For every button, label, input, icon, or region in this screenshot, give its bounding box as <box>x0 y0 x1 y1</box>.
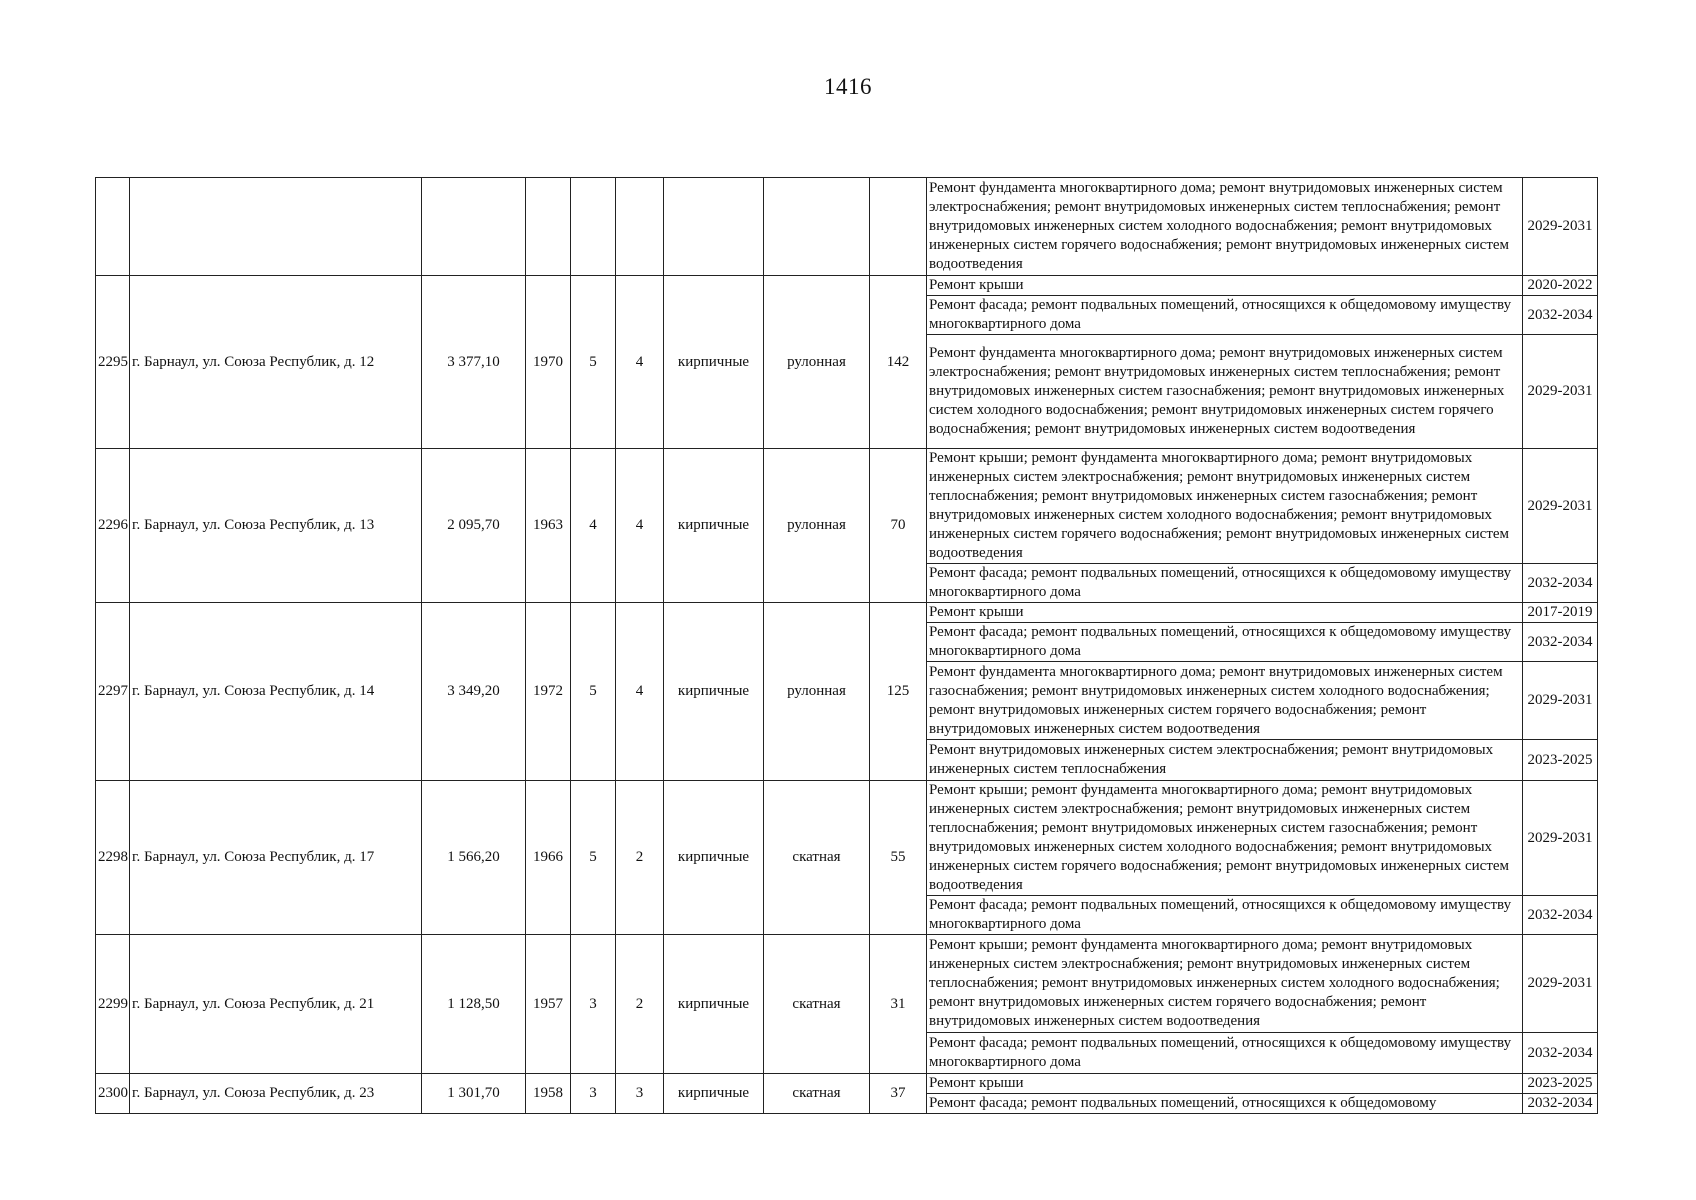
building-year: 1966 <box>526 781 571 935</box>
building-address: г. Барнаул, ул. Союза Республик, д. 23 <box>130 1074 422 1114</box>
building-entrances: 4 <box>616 276 664 449</box>
residents-count: 37 <box>870 1074 927 1114</box>
roof-type: рулонная <box>764 276 870 449</box>
work-period: 2023-2025 <box>1523 1074 1598 1094</box>
building-entrances: 2 <box>616 935 664 1074</box>
housing-register-table <box>95 177 1598 1114</box>
work-description: Ремонт внутридомовых инженерных систем электроснабжения; ремонт внутридомовых инженерных систем теплоснабжения <box>927 740 1523 781</box>
residents-count: 70 <box>870 449 927 603</box>
building-area-empty <box>422 178 526 276</box>
work-period: 2029-2031 <box>1523 935 1598 1033</box>
wall-material: кирпичные <box>664 935 764 1074</box>
work-period: 2032-2034 <box>1523 1033 1598 1074</box>
work-description: Ремонт крыши <box>927 1074 1523 1094</box>
building-year-empty <box>526 178 571 276</box>
building-floors: 5 <box>571 276 616 449</box>
building-area: 1 566,20 <box>422 781 526 935</box>
building-floors: 5 <box>571 781 616 935</box>
work-description: Ремонт крыши; ремонт фундамента многоквартирного дома; ремонт внутридомовых инженерных систем электроснабжения; ремонт внутридомовых инженерных систем теплоснабжения; ремонт внутридомовых инженерных систем холодного водоснабжения; ремонт внутридомовых инженерных систем горячего водоснабжения; ремонт внутридомовых инженерных систем водоотведения <box>927 935 1523 1033</box>
building-number: 2295 <box>96 276 130 449</box>
work-description: Ремонт фундамента многоквартирного дома; ремонт внутридомовых инженерных систем электроснабжения; ремонт внутридомовых инженерных систем теплоснабжения; ремонт внутридомовых инженерных систем газоснабжения; ремонт внутридомовых инженерных систем холодного водоснабжения; ремонт внутридомовых инженерных систем горячего водоснабжения; ремонт внутридомовых инженерных систем водоотведения <box>927 335 1523 449</box>
building-number: 2297 <box>96 603 130 781</box>
wall-material: кирпичные <box>664 603 764 781</box>
wall-material: кирпичные <box>664 781 764 935</box>
building-address: г. Барнаул, ул. Союза Республик, д. 12 <box>130 276 422 449</box>
work-period: 2032-2034 <box>1523 296 1598 335</box>
work-description: Ремонт фасада; ремонт подвальных помещений, относящихся к общедомовому имуществу многоквартирного дома <box>927 896 1523 935</box>
building-entrances-empty <box>616 178 664 276</box>
building-area: 3 349,20 <box>422 603 526 781</box>
building-number: 2296 <box>96 449 130 603</box>
table-row <box>96 781 1598 896</box>
table-row <box>96 603 1598 623</box>
building-floors-empty <box>571 178 616 276</box>
building-entrances: 2 <box>616 781 664 935</box>
building-floors: 3 <box>571 935 616 1074</box>
work-period: 2029-2031 <box>1523 178 1598 276</box>
building-year: 1963 <box>526 449 571 603</box>
building-area: 2 095,70 <box>422 449 526 603</box>
work-description: Ремонт фундамента многоквартирного дома; ремонт внутридомовых инженерных систем газоснабжения; ремонт внутридомовых инженерных систем холодного водоснабжения; ремонт внутридомовых инженерных систем горячего водоснабжения; ремонт внутридомовых инженерных систем водоотведения <box>927 662 1523 740</box>
building-address: г. Барнаул, ул. Союза Республик, д. 21 <box>130 935 422 1074</box>
roof-type: рулонная <box>764 449 870 603</box>
work-period: 2017-2019 <box>1523 603 1598 623</box>
work-period: 2023-2025 <box>1523 740 1598 781</box>
building-entrances: 3 <box>616 1074 664 1114</box>
residents-count: 55 <box>870 781 927 935</box>
work-description: Ремонт фасада; ремонт подвальных помещений, относящихся к общедомовому имуществу многоквартирного дома <box>927 1033 1523 1074</box>
building-address: г. Барнаул, ул. Союза Республик, д. 13 <box>130 449 422 603</box>
building-year: 1970 <box>526 276 571 449</box>
work-period: 2020-2022 <box>1523 276 1598 296</box>
work-description: Ремонт крыши; ремонт фундамента многоквартирного дома; ремонт внутридомовых инженерных систем электроснабжения; ремонт внутридомовых инженерных систем теплоснабжения; ремонт внутридомовых инженерных систем газоснабжения; ремонт внутридомовых инженерных систем холодного водоснабжения; ремонт внутридомовых инженерных систем горячего водоснабжения; ремонт внутридомовых инженерных систем водоотведения <box>927 449 1523 564</box>
work-description: Ремонт фасада; ремонт подвальных помещений, относящихся к общедомовому имуществу многоквартирного дома <box>927 564 1523 603</box>
building-area: 1 301,70 <box>422 1074 526 1114</box>
building-year: 1958 <box>526 1074 571 1114</box>
page-number: 1416 <box>824 74 872 99</box>
building-entrances: 4 <box>616 449 664 603</box>
roof-type-empty <box>764 178 870 276</box>
table-row <box>96 276 1598 296</box>
table-row <box>96 935 1598 1033</box>
table-row <box>96 178 1598 276</box>
residents-count: 31 <box>870 935 927 1074</box>
building-floors: 4 <box>571 449 616 603</box>
work-period: 2032-2034 <box>1523 896 1598 935</box>
building-address: г. Барнаул, ул. Союза Республик, д. 17 <box>130 781 422 935</box>
work-description: Ремонт фасада; ремонт подвальных помещений, относящихся к общедомовому имуществу многоквартирного дома <box>927 296 1523 335</box>
building-number-empty <box>96 178 130 276</box>
work-period: 2029-2031 <box>1523 335 1598 449</box>
wall-material: кирпичные <box>664 276 764 449</box>
roof-type: скатная <box>764 781 870 935</box>
work-period: 2029-2031 <box>1523 662 1598 740</box>
wall-material-empty <box>664 178 764 276</box>
work-description: Ремонт фасада; ремонт подвальных помещений, относящихся к общедомовому <box>927 1094 1523 1114</box>
work-period: 2032-2034 <box>1523 564 1598 603</box>
building-number: 2300 <box>96 1074 130 1114</box>
table-row <box>96 449 1598 564</box>
building-entrances: 4 <box>616 603 664 781</box>
work-period: 2032-2034 <box>1523 1094 1598 1114</box>
building-address-empty <box>130 178 422 276</box>
work-description: Ремонт фундамента многоквартирного дома; ремонт внутридомовых инженерных систем электроснабжения; ремонт внутридомовых инженерных систем теплоснабжения; ремонт внутридомовых инженерных систем холодного водоснабжения; ремонт внутридомовых инженерных систем горячего водоснабжения; ремонт внутридомовых инженерных систем водоотведения <box>927 178 1523 276</box>
building-area: 3 377,10 <box>422 276 526 449</box>
work-period: 2029-2031 <box>1523 781 1598 896</box>
roof-type: рулонная <box>764 603 870 781</box>
work-description: Ремонт крыши <box>927 276 1523 296</box>
residents-count-empty <box>870 178 927 276</box>
building-floors: 3 <box>571 1074 616 1114</box>
building-number: 2299 <box>96 935 130 1074</box>
building-floors: 5 <box>571 603 616 781</box>
wall-material: кирпичные <box>664 449 764 603</box>
residents-count: 125 <box>870 603 927 781</box>
building-year: 1957 <box>526 935 571 1074</box>
building-year: 1972 <box>526 603 571 781</box>
roof-type: скатная <box>764 935 870 1074</box>
roof-type: скатная <box>764 1074 870 1114</box>
work-description: Ремонт фасада; ремонт подвальных помещений, относящихся к общедомовому имуществу многоквартирного дома <box>927 623 1523 662</box>
work-period: 2029-2031 <box>1523 449 1598 564</box>
wall-material: кирпичные <box>664 1074 764 1114</box>
work-description: Ремонт крыши; ремонт фундамента многоквартирного дома; ремонт внутридомовых инженерных систем электроснабжения; ремонт внутридомовых инженерных систем теплоснабжения; ремонт внутридомовых инженерных систем газоснабжения; ремонт внутридомовых инженерных систем холодного водоснабжения; ремонт внутридомовых инженерных систем горячего водоснабжения; ремонт внутридомовых инженерных систем водоотведения <box>927 781 1523 896</box>
work-description: Ремонт крыши <box>927 603 1523 623</box>
building-address: г. Барнаул, ул. Союза Республик, д. 14 <box>130 603 422 781</box>
building-area: 1 128,50 <box>422 935 526 1074</box>
work-period: 2032-2034 <box>1523 623 1598 662</box>
table-row <box>96 1074 1598 1094</box>
building-number: 2298 <box>96 781 130 935</box>
residents-count: 142 <box>870 276 927 449</box>
